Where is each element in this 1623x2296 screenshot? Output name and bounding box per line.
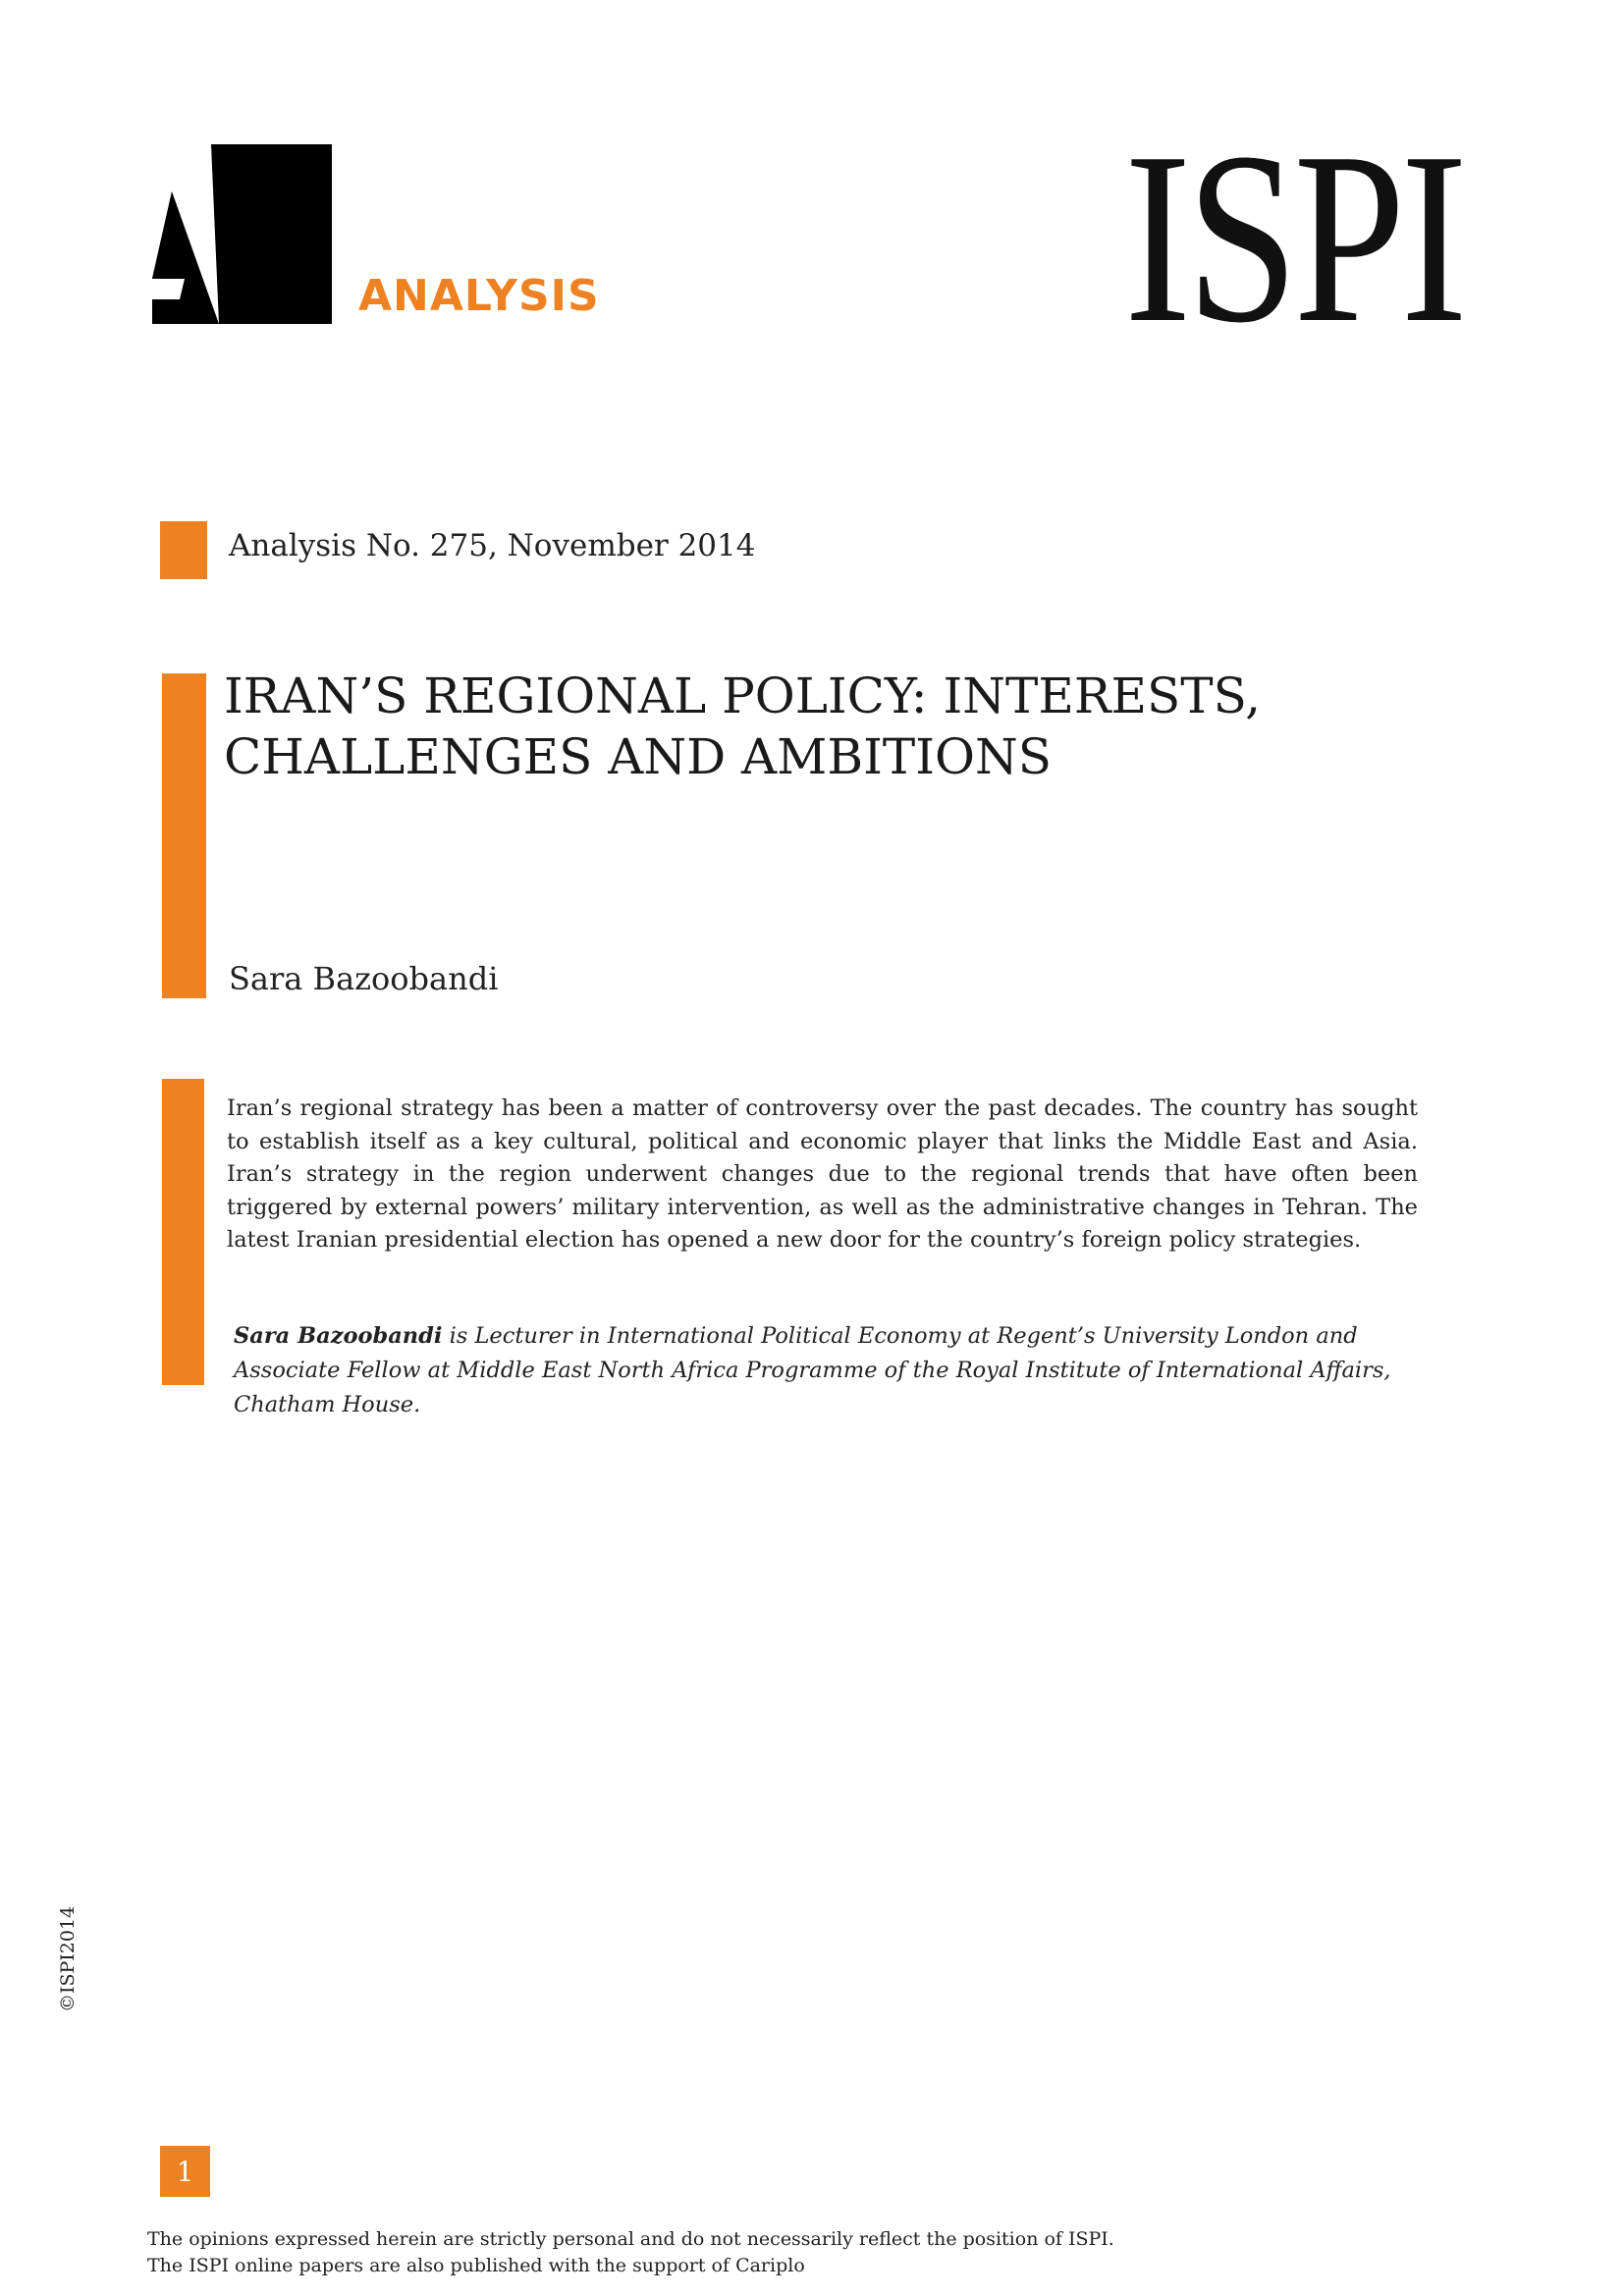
title-line-2: CHALLENGES AND AMBITIONS: [224, 728, 1052, 785]
page-number: 1: [160, 2146, 210, 2197]
footer-disclaimer: [147, 2226, 1114, 2279]
document-title: [224, 666, 1304, 787]
copyright-notice: ©ISPI2014: [57, 1905, 79, 2012]
title-marker-bar: [162, 673, 206, 998]
title-line-1: IRAN’S REGIONAL POLICY: INTERESTS,: [224, 667, 1261, 724]
bio-name: Sara Bazoobandi: [234, 1323, 443, 1349]
footer-line-2: The ISPI online papers are also published with the support of Cariplo: [147, 2255, 805, 2276]
bio-text: is Lecturer in International Political Economy at Regent’s University London and Associate Fellow at Middle East North Africa Programme of the Royal Institute of International Affairs, Chatham House.: [234, 1323, 1391, 1417]
abstract-marker-bar: [162, 1079, 204, 1385]
logo-wordmark: ANALYSIS: [358, 271, 600, 321]
analysis-number-marker: [160, 521, 207, 579]
author-name: Sara Bazoobandi: [229, 960, 499, 997]
footer-line-1: The opinions expressed herein are strictly personal and do not necessarily reflect the position of ISPI.: [147, 2228, 1114, 2250]
author-bio: [234, 1319, 1412, 1422]
analysis-logo-icon: [152, 144, 332, 324]
publisher-logo: ISPI: [1124, 102, 1463, 374]
analysis-number: Analysis No. 275, November 2014: [229, 528, 756, 563]
abstract-paragraph: Iran’s regional strategy has been a matter of controversy over the past decades. The country has sought to establish itself as a key cultural, political and economic player that links the Middle East and Asia. Iran’s strategy in the region underwent changes due to the regional trends that have often been triggered by external powers’ military intervention, as well as the administrative changes in Tehran. The latest Iranian presidential election has opened a new door for the country’s foreign policy strategies.: [227, 1095, 1418, 1253]
